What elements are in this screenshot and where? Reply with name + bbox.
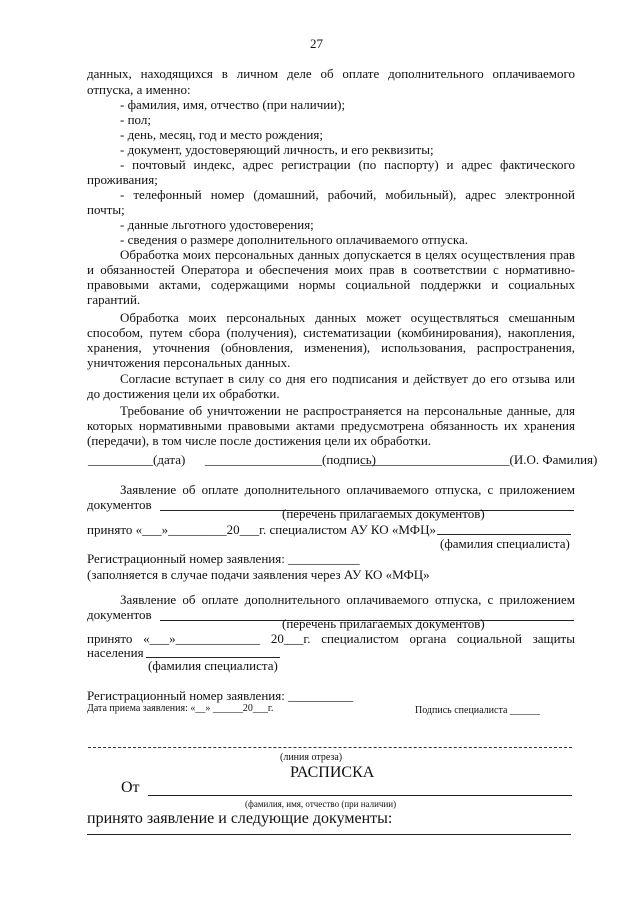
- date-received: Дата приема заявления: «__» ______20___г.: [87, 703, 274, 714]
- paragraph-line: Согласие вступает в силу со дня его подписания и действует до его отзыва или: [120, 371, 575, 386]
- mfc-statement-line: Заявление об оплате дополнительного оплачиваемого отпуска, с приложением: [120, 482, 575, 497]
- list-item: - фамилия, имя, отчество (при наличии);: [120, 97, 346, 112]
- name-field[interactable]: _______________________(И.О. Фамилия): [360, 452, 598, 467]
- list-item: - сведения о размере дополнительного оплачиваемого отпуска.: [120, 232, 468, 247]
- page-number: 27: [310, 36, 323, 51]
- word: защиты: [532, 631, 575, 646]
- list-item: - пол;: [120, 112, 151, 127]
- word: органа: [409, 631, 447, 646]
- paragraph-line: которых нормативными правовыми актами предусмотрена обязанность их хранения: [87, 418, 575, 433]
- list-item: - почтовый индекс, адрес регистрации (по паспорту) и адрес фактического: [120, 157, 575, 172]
- receipt-documents-blank-line[interactable]: [87, 834, 571, 835]
- paragraph-line: правовыми актами, содержащими нормы социальной поддержки и социальных: [87, 277, 575, 292]
- word: принято: [87, 631, 133, 646]
- receipt-accepted-line: принято заявление и следующие документы:: [87, 810, 393, 827]
- paragraph-line: способом, путем сбора (получения), систематизации (комбинирования), накопления,: [87, 325, 575, 340]
- paragraph-line: (передачи), в том числе после достижения цели их обработки.: [87, 433, 432, 448]
- mfc-reg-note: (заполняется в случае подачи заявления через АУ КО «МФЦ»: [87, 567, 430, 582]
- word: 20___г.: [270, 631, 311, 646]
- date-blank[interactable]: «___»_____________: [143, 631, 261, 646]
- cut-line: [88, 747, 572, 748]
- paragraph-line: гарантий.: [87, 292, 141, 307]
- cut-line-caption: (линия отреза): [280, 752, 343, 763]
- social-accepted-line: [87, 631, 575, 646]
- list-item-continuation: проживания;: [87, 172, 158, 187]
- mfc-reg-number: Регистрационный номер заявления: ___________: [87, 551, 360, 566]
- word: социальной: [457, 631, 522, 646]
- mfc-documents-label: документов: [87, 497, 152, 512]
- fio-caption: (фамилия, имя, отчество (при наличии): [245, 799, 397, 809]
- specialist-signature: Подпись специалиста ______: [415, 705, 540, 716]
- mfc-accepted-line: принято «___»_________20___г. специалистом АУ КО «МФЦ»: [87, 522, 436, 537]
- paragraph-line: Требование об уничтожении не распространяется на персональные данные, для: [120, 403, 575, 418]
- social-reg-number: Регистрационный номер заявления: __________: [87, 688, 354, 703]
- paragraph-line: уничтожения персональных данных.: [87, 355, 291, 370]
- signature-field[interactable]: __________________(подпись): [205, 452, 376, 467]
- word: специалистом: [321, 631, 399, 646]
- documents-caption: (перечень прилагаемых документов): [282, 506, 485, 521]
- list-item: - день, месяц, год и место рождения;: [120, 127, 323, 142]
- paragraph-line: до достижения цели их обработки.: [87, 386, 280, 401]
- list-item-continuation: почты;: [87, 202, 125, 217]
- specialist-caption: (фамилия специалиста): [440, 536, 570, 551]
- population-label: населения: [87, 645, 144, 660]
- documents-caption: (перечень прилагаемых документов): [282, 616, 485, 631]
- paragraph-line: и обязанностей Оператора и обеспечения моих прав в соответствии с нормативно-: [87, 262, 575, 277]
- paragraph-line: хранения, уточнения (обновления, изменения), использования, распространения,: [87, 340, 575, 355]
- receipt-fio-blank-line[interactable]: [148, 795, 572, 796]
- list-item: - данные льготного удостоверения;: [120, 217, 314, 232]
- date-field[interactable]: __________(дата): [88, 452, 186, 467]
- paragraph-line: Обработка моих персональных данных допускается в целях осуществления прав: [120, 247, 575, 262]
- social-documents-label: документов: [87, 607, 152, 622]
- paragraph-line: Обработка моих персональных данных может осуществляться смешанным: [120, 310, 575, 325]
- receipt-title: РАСПИСКА: [290, 764, 375, 781]
- paragraph-line: данных, находящихся в личном деле об оплате дополнительного оплачиваемого: [87, 66, 575, 81]
- specialist-blank-line[interactable]: [437, 534, 571, 535]
- receipt-from-label: От: [121, 779, 140, 796]
- specialist-caption: (фамилия специалиста): [148, 658, 278, 673]
- list-item: - документ, удостоверяющий личность, и его реквизиты;: [120, 142, 434, 157]
- paragraph-line: отпуска, а именно:: [87, 82, 191, 97]
- list-item: - телефонный номер (домашний, рабочий, мобильный), адрес электронной: [120, 187, 575, 202]
- social-statement-line: Заявление об оплате дополнительного оплачиваемого отпуска, с приложением: [120, 592, 575, 607]
